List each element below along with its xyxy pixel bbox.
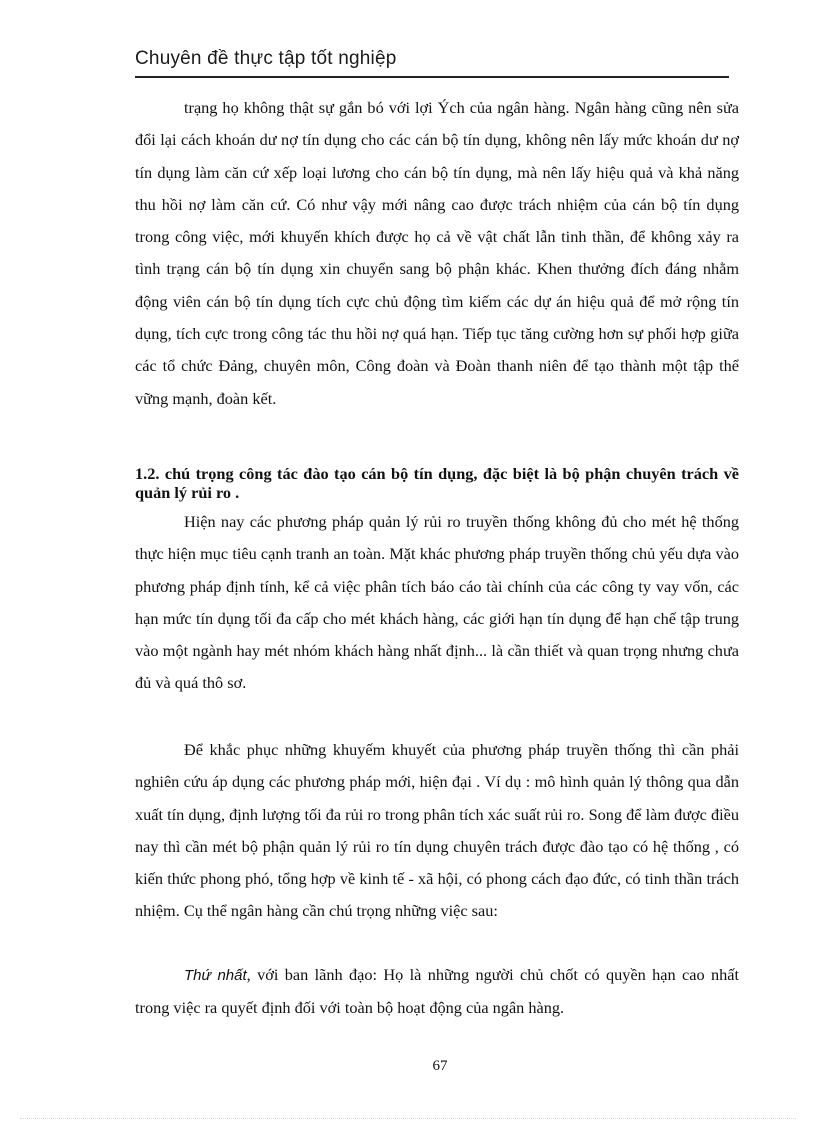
section-heading: 1.2. chú trọng công tác đào tạo cán bộ tín dụng, đặc biệt là bộ phận chuyên trách về quản lý rủi ro .: [135, 464, 739, 502]
paragraph-2: [135, 506, 739, 700]
paragraph-3-text: Để khắc phục những khuyếm khuyết của phương pháp truyền thống thì cần phải nghiên cứu áp dụng các phương pháp mới, hiện đại . Ví dụ : mô hình quản lý thông qua dẫn xuất tín dụng, định lượng tối đa rủi ro trong phân tích xác suất rủi ro. Song để làm được điều nay thì cần mét bộ phận quản lý rủi ro tín dụng chuyên trách được đào tạo có hệ thống , có kiến thức phong phó, tổng hợp về kinh tế - xã hội, có phong cách đạo đức, có tinh thần trách nhiệm. Cụ thể ngân hàng cần chú trọng những việc sau:: [135, 740, 739, 921]
emphasis-first: Thứ nhất: [184, 967, 247, 984]
paragraph-3: [135, 734, 739, 928]
paragraph-1: [135, 92, 739, 415]
page-bottom-divider: [20, 1118, 796, 1119]
paragraph-2-text: Hiện nay các phương pháp quản lý rủi ro truyền thống không đủ cho mét hệ thống thực hiện mục tiêu cạnh tranh an toàn. Mặt khác phương pháp truyền thống chủ yếu dựa vào phương pháp định tính, kể cả việc phân tích báo cáo tài chính của các công ty vay vốn, các hạn mức tín dụng tối đa cấp cho mét khách hàng, các giới hạn tín dụng để hạn chế tập trung vào một ngành hay mét nhóm khách hàng nhất định... là cần thiết và quan trọng nhưng chưa đủ và quá thô sơ.: [135, 512, 739, 693]
paragraph-1-text: trạng họ không thật sự gắn bó với lợi Ých của ngân hàng. Ngân hàng cũng nên sửa đổi lại cách khoán dư nợ tín dụng cho các cán bộ tín dụng, không nên lấy mức khoán dư nợ tín dụng làm căn cứ xếp loại lương cho cán bộ tín dụng, mà nên lấy hiệu quả và khả năng thu hồi nợ làm căn cứ. Có như vậy mới nâng cao được trách nhiệm của cán bộ tín dụng trong công việc, mới khuyến khích được họ cả về vật chất lẫn tinh thần, để không xảy ra tình trạng cán bộ tín dụng xin chuyển sang bộ phận khác. Khen thưởng đích đáng nhằm động viên cán bộ tín dụng tích cực chủ động tìm kiếm các dự án hiệu quả để mở rộng tín dụng, tích cực trong công tác thu hồi nợ quá hạn. Tiếp tục tăng cường hơn sự phối hợp giữa các tổ chức Đảng, chuyên môn, Công đoàn và Đoàn thanh niên để tạo thành một tập thể vững mạnh, đoàn kết.: [135, 98, 739, 408]
page-number: 67: [432, 1058, 448, 1074]
paragraph-4: [135, 959, 739, 1025]
paragraph-4-text: [135, 959, 739, 1025]
paragraph-4-rest: , với ban lãnh đạo: Họ là những người chủ chốt có quyền hạn cao nhất trong việc ra quyết định đối với toàn bộ hoạt động của ngân hàng.: [135, 965, 740, 1018]
header-title: Chuyên đề thực tập tốt nghiệp: [135, 48, 397, 69]
page-header: [135, 46, 729, 78]
